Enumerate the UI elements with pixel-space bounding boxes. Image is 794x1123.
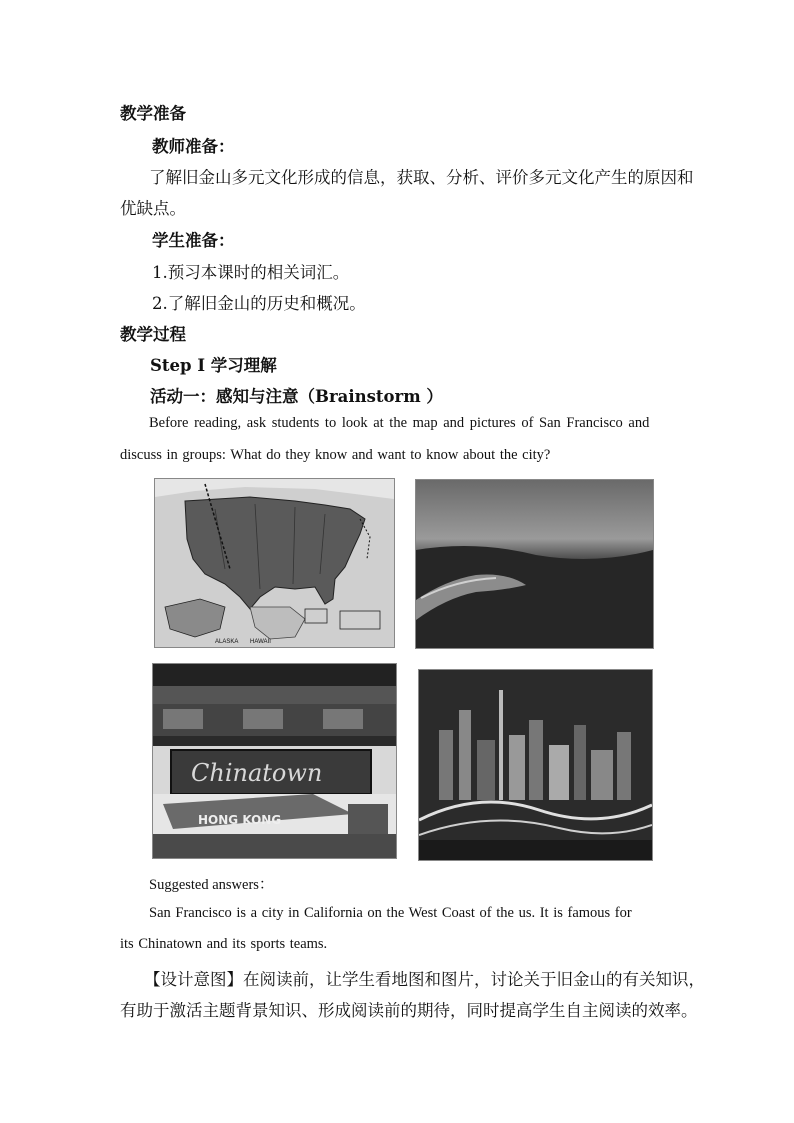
design-intent-line1: 【设计意图】在阅读前，让学生看地图和图片，讨论关于旧金山的有关知识， [144,970,705,989]
city-night-photo [418,669,653,861]
us-map-image [154,478,395,648]
teacher-prep-text-line1: 了解旧金山多元文化形成的信息，获取、分析、评价多元文化产生的原因和 [149,168,694,187]
student-prep-label: 学生准备： [152,231,235,250]
student-prep-item-2: 2.了解旧金山的历史和概况。 [152,294,366,313]
chinatown-gate-photo [152,663,397,859]
section-heading-prep: 教学准备 [120,104,186,123]
coastline-photo [415,479,654,649]
intro-text-line1: Before reading, ask students to look at the map and pictures of San Francisco and [149,415,650,431]
answers-label: Suggested answers： [149,877,274,893]
hongkong-sign-text: HONG KONG [198,813,282,827]
student-prep-item-1: 1.预习本课时的相关词汇。 [152,263,350,282]
map-label-alaska: ALASKA [215,639,239,645]
map-label-hawaii: HAWAII [250,639,271,645]
step-title: Step I 学习理解 [150,356,277,375]
chinatown-sign-text: Chinatown [191,759,323,787]
section-heading-process: 教学过程 [120,325,186,344]
activity-title: 活动一：感知与注意（Brainstorm ） [150,387,443,406]
answers-text-line2: its Chinatown and its sports teams. [120,936,328,952]
design-intent-line2: 有助于激活主题背景知识、形成阅读前的期待，同时提高学生自主阅读的效率。 [120,1001,698,1020]
teacher-prep-label: 教师准备： [152,137,235,156]
intro-text-line2: discuss in groups: What do they know and want to know about the city? [120,447,551,463]
teacher-prep-text-line2: 优缺点。 [120,199,186,218]
answers-text-line1: San Francisco is a city in California on the West Coast of the us. It is famous for [149,905,632,921]
